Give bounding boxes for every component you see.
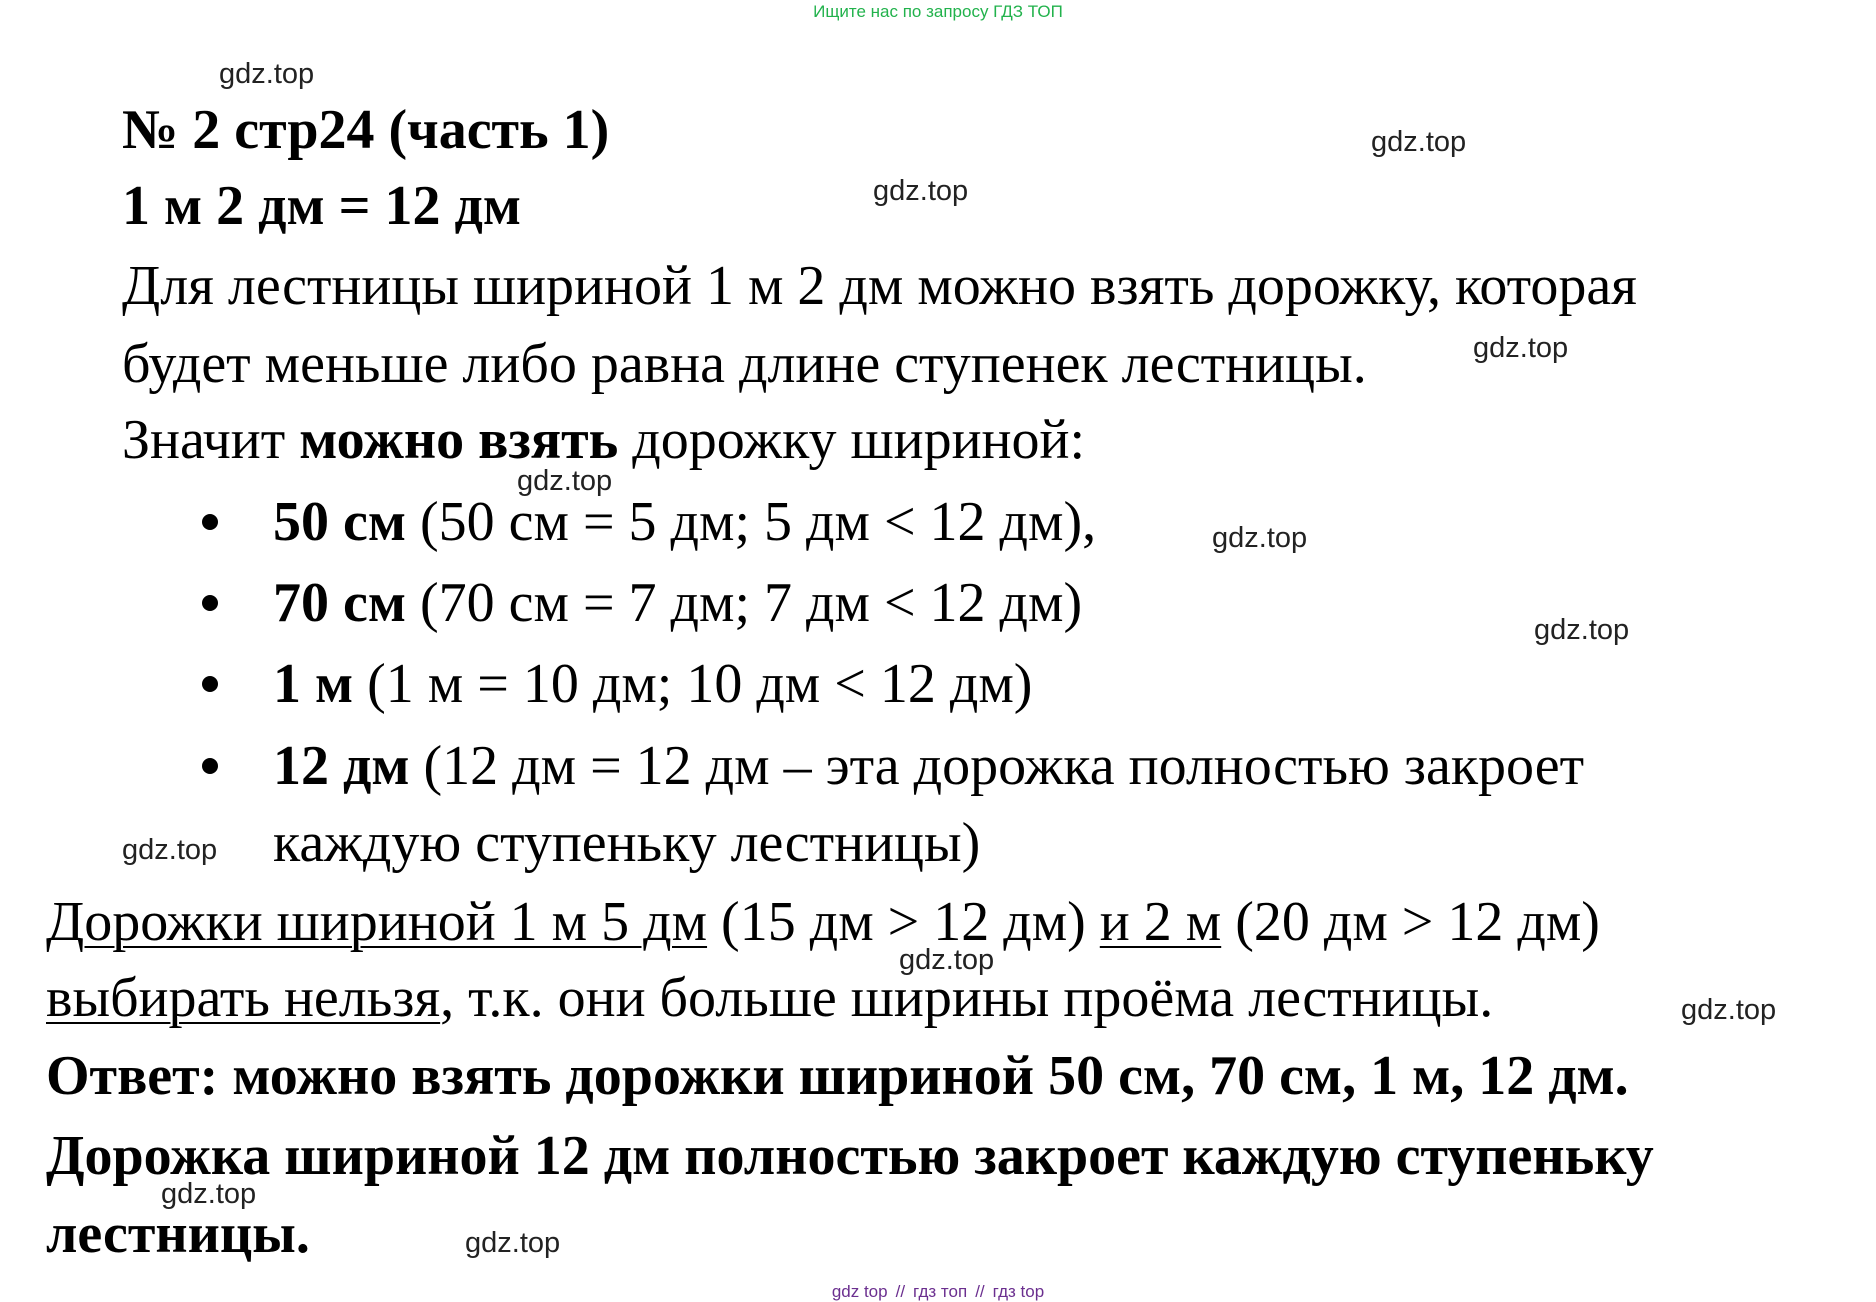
footer-separator: // (975, 1282, 985, 1301)
bullet-dot (202, 595, 218, 611)
bold-run: 1 м (273, 653, 354, 715)
paragraph-line (46, 891, 1600, 953)
text-run: дорожку шириной: (618, 409, 1086, 471)
watermark: gdz.top (1212, 522, 1308, 554)
text-run: (70 см = 7 дм; 7 дм < 12 дм) (406, 572, 1083, 634)
bold-run: можно взять (299, 409, 619, 471)
paragraph-line (122, 409, 1086, 471)
watermark: gdz.top (899, 944, 995, 976)
watermark: gdz.top (1473, 332, 1569, 364)
bold-run: 12 дм (273, 735, 410, 797)
page-title: № 2 стр24 (часть 1) (122, 99, 610, 161)
answer-line: Ответ: можно взять дорожки шириной 50 см, 70 см, 1 м, 12 дм. (46, 1045, 1629, 1107)
list-item (273, 653, 1033, 715)
list-item (273, 572, 1083, 634)
text-run: Значит (122, 409, 300, 471)
paragraph-line: будет меньше либо равна длине ступенек лестницы. (122, 333, 1367, 395)
answer-line: Дорожка шириной 12 дм полностью закроет каждую ступеньку (46, 1125, 1654, 1187)
watermark: gdz.top (873, 175, 969, 207)
paragraph-line (46, 967, 1494, 1029)
answer-line: лестницы. (46, 1203, 310, 1265)
bold-run: 50 см (273, 491, 406, 553)
footer-link[interactable]: гдз топ (913, 1282, 968, 1301)
list-item (273, 735, 1585, 797)
list-item-continuation: каждую ступеньку лестницы) (273, 812, 981, 874)
list-item (273, 491, 1097, 553)
bullet-dot (202, 514, 218, 530)
footer-link[interactable]: гдз top (992, 1282, 1045, 1301)
text-run: (50 см = 5 дм; 5 дм < 12 дм), (406, 491, 1097, 553)
footer-separator: // (895, 1282, 906, 1301)
paragraph-line: Для лестницы шириной 1 м 2 дм можно взять дорожку, которая (122, 255, 1637, 317)
underlined-run: и 2 м (1099, 891, 1222, 953)
watermark: gdz.top (1371, 126, 1467, 158)
watermark: gdz.top (122, 834, 218, 866)
bullet-dot (202, 676, 218, 692)
underlined-run: выбирать нельзя (46, 967, 441, 1029)
watermark: gdz.top (465, 1227, 561, 1259)
watermark: gdz.top (1681, 994, 1777, 1026)
watermark: gdz.top (219, 58, 315, 90)
footer (0, 1282, 1876, 1302)
top-banner: Ищите нас по запросу ГДЗ ТОП (813, 2, 1063, 21)
footer-link[interactable]: gdz top (831, 1282, 888, 1301)
text-run: (15 дм > 12 дм) (707, 891, 1100, 953)
text-run: , т.к. они больше ширины проёма лестницы. (440, 967, 1494, 1029)
bold-run: 70 см (273, 572, 406, 634)
text-run: (1 м = 10 дм; 10 дм < 12 дм) (353, 653, 1033, 715)
text-run: (20 дм > 12 дм) (1221, 891, 1600, 953)
underlined-run: Дорожки шириной 1 м 5 дм (46, 891, 708, 953)
bullet-dot (202, 758, 218, 774)
watermark: gdz.top (161, 1178, 257, 1210)
watermark: gdz.top (517, 465, 613, 497)
watermark: gdz.top (1534, 614, 1630, 646)
conversion-line: 1 м 2 дм = 12 дм (122, 175, 521, 237)
text-run: (12 дм = 12 дм – эта дорожка полностью закроет (409, 735, 1585, 797)
